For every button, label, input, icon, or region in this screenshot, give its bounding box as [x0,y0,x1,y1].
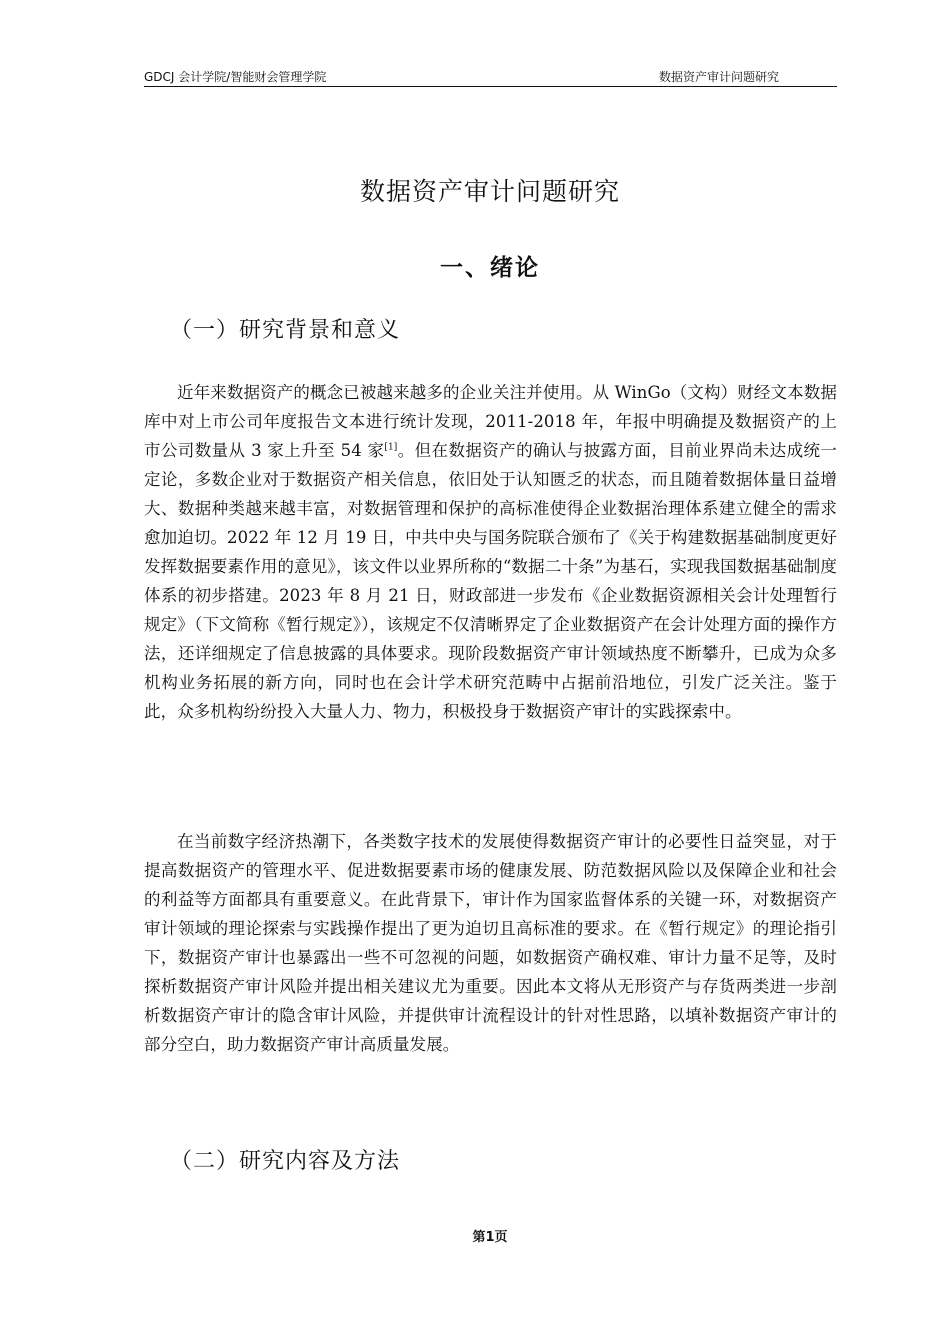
header-right-text: 数据资产审计问题研究 [658,70,779,84]
citation-reference[interactable]: [1] [384,442,398,453]
document-title: 数据资产审计问题研究 [359,177,620,206]
chapter-heading: 一、绪论 [440,255,540,281]
header-divider [144,86,837,87]
header-left-text: GDCJ 会计学院/智能财会管理学院 [144,70,327,84]
paragraph-background [144,378,837,726]
paragraph-text-before-reference: 近年来数据资产的概念已被越来越多的企业关注并使用。从 WinGo（文构）财经文本数据库中对上市公司年度报告文本进行统计发现，2011-2018 年，年报中明确提及数据资产的上市公司数量从 3 家上升至 54 家 [144,383,837,460]
paragraph-significance: 在当前数字经济热潮下，各类数字技术的发展使得数据资产审计的必要性日益突显，对于提高数据资产的管理水平、促进数据要素市场的健康发展、防范数据风险以及保障企业和社会的利益等方面都具有重要意义。在此背景下，审计作为国家监督体系的关键一环，对数据资产审计领域的理论探索与实践操作提出了更为迫切且高标准的要求。在《暂行规定》的理论指引下，数据资产审计也暴露出一些不可忽视的问题，如数据资产确权难、审计力量不足等，及时探析数据资产审计风险并提出相关建议尤为重要。因此本文将从无形资产与存货两类进一步剖析数据资产审计的隐含审计风险，并提供审计流程设计的针对性思路，以填补数据资产审计的部分空白，助力数据资产审计高质量发展。 [144,832,837,1054]
section-heading-content-methods: （二）研究内容及方法 [170,1149,401,1174]
page-header [144,68,837,86]
paragraph-text-after-reference: 。但在数据资产的确认与披露方面，目前业界尚未达成统一定论，多数企业对于数据资产相关信息，依旧处于认知匮乏的状态，而且随着数据体量日益增大、数据种类越来越丰富，对数据管理和保护的高标准使得企业数据治理体系建立健全的需求愈加迫切。2022 年 12 月 19 日，中共中央与国务院联合颁布了《关于构建数据基础制度更好发挥数据要素作用的意见》，该文件以业界所称的“数据二十条”为基石，实现我国数据基础制度体系的初步搭建。2023 年 8 月 21 日，财政部进一步发布《企业数据资源相关会计处理暂行规定》（下文简称《暂行规定》），该规定不仅清晰界定了企业数据资产在会计处理方面的操作方法，还详细规定了信息披露的具体要求。现阶段数据资产审计领域热度不断攀升，已成为众多机构业务拓展的新方向，同时也在会计学术研究范畴中占据前沿地位，引发广泛关注。鉴于此，众多机构纷纷投入大量人力、物力，积极投身于数据资产审计的实践探索中。 [144,441,837,721]
page-number: 第1页 [472,1230,508,1245]
section-heading-background: （一）研究背景和意义 [170,318,401,343]
